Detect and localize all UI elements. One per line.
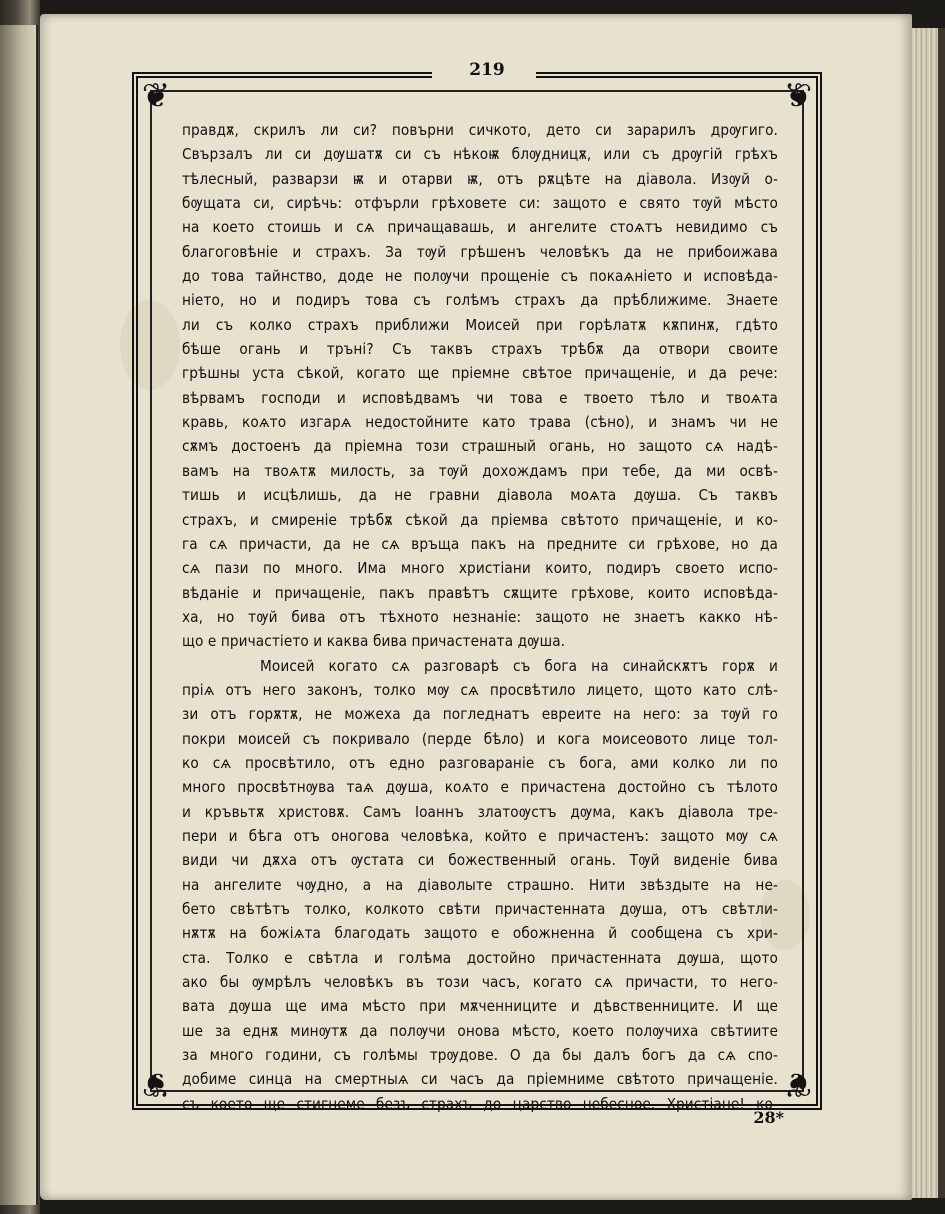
text-line: ко сѧ просвѣтило, отъ едно разговаранiе съ бога, ами колко ли по [182, 753, 778, 772]
text-line: нѫтѫ на божіѧта благодать защото е обожненна й сообщена съ хри- [182, 924, 778, 943]
text-line: ако бы ѹмрѣлъ человѣкъ въ този часъ, когато сѧ причасти, то него- [182, 973, 778, 992]
text-line: Свързалъ ли си дѹшатѫ си съ нѣкоѭ блѹдницѫ, или съ дрѹгій грѣхъ [182, 145, 778, 164]
text-line: тишь и исцѣлишь, да не гравни діавола моѧта дѹша. Съ таквъ [182, 486, 778, 505]
text-line: на ангелите чѹдно, а на діаволыте страшно. Нити звѣздыте на не- [182, 875, 778, 894]
left-page-edge [0, 25, 38, 1205]
text-line: благоговѣніе и страхъ. За тѹй грѣшенъ человѣкъ да не прибоижава [182, 242, 778, 261]
corner-ornament-icon: ❦ [141, 76, 171, 116]
text-line: на което стоишь и сѧ причащавашь, и ангелите стоѧтъ невидимо съ [182, 218, 778, 237]
text-line: кравь, коѧто изгарѧ недостойните като трава (сѣно), и знамъ чи не [182, 413, 778, 432]
text-line: вата дѹша ще има мѣсто при мѫченниците и дѣвственниците. И ще [182, 997, 778, 1016]
text-line: пріѧ отъ него законъ, толко мѹ сѧ просвѣтило лицето, щото като слѣ- [182, 680, 778, 699]
corner-ornament-icon: ❦ [141, 1064, 171, 1104]
text-line: Моисей когато сѧ разговарѣ съ бога на синайскѫтъ горѫ и [260, 656, 778, 675]
text-line: правдѫ, скрилъ ли си? повърни сичкото, дето си зарарилъ дрѹгиго. [182, 121, 778, 139]
body-text [182, 118, 778, 1116]
text-line: бѹщата си, сирѣчь: отфърли грѣховете си: защото е свято тѹй мѣсто [182, 194, 778, 213]
book-cover-edge [938, 28, 945, 1198]
text-line: ха, но тѹй бива отъ тѣхното незнаніе: защото не знаетъ какко нѣ- [182, 607, 778, 626]
text-line: и кръвьтѫ христовѫ. Самъ Іоаннъ златоѹстъ дѹма, какъ діавола тре- [182, 802, 778, 821]
corner-ornament-icon: ❦ [783, 1064, 813, 1104]
signature-mark: 28* [753, 1108, 784, 1127]
text-line: много просвѣтнѹва таѧ дѹша, коѧто е причастена достойно съ тѣлото [182, 778, 778, 797]
text-line: до това тайнство, доде не полѹчи прощеніе съ покаѧніето и исповѣда- [182, 267, 778, 286]
text-line: ли съ колко страхъ приближи Моисей при горѣлатѫ кѫпинѫ, гдѣто [182, 315, 778, 334]
text-line: бето свѣтѣтъ толко, колкото свѣти причастенната дѹша, отъ свѣтли- [182, 900, 778, 918]
text-line: за много години, съ голѣмы трѹдове. О да бы далъ богъ да сѧ спо- [182, 1046, 778, 1065]
text-line: добиме синца на смертныѧ си часъ да пріемниме свѣтото причащеніе. [182, 1070, 778, 1089]
text-line: бѣше огань и трънi? Съ таквъ страхъ трѣбѫ да отвори своите [182, 340, 778, 359]
text-line: сѧ пази по много. Има много христіани които, подиръ своето испо- [182, 559, 778, 578]
text-line: вѣрвамъ господи и исповѣдвамъ чи това е твоето тѣло и твоѧта [182, 388, 778, 407]
text-line: вѣданіе и причащеніе, пакъ правѣтъ сѫщите грѣхове, които исповѣда- [182, 583, 778, 602]
text-line: грѣшны уста сѣкой, когато ще пріемне свѣтое причащеніе, и да рече: [182, 364, 778, 383]
text-line: покри моисей съ покривало (перде бѣло) и кога моисеовото лице тол- [182, 729, 778, 748]
text-line: ніето, но и подиръ това съ голѣмъ страхъ да прѣближиме. Знаете [182, 291, 778, 310]
text-line: га сѧ причасти, да не сѧ връща пакъ на предните си грѣхове, но да [182, 534, 778, 553]
text-line: ста. Толко е свѣтла и голѣма достойно причастенната дѹша, щото [182, 948, 778, 967]
text-line: ше за еднѫ минѹтѫ да полѹчи онова мѣсто, което полѹчиха свѣтиите [182, 1021, 778, 1040]
text-line: зи отъ горѫтѫ, не можеха да погледнатъ евреите на него: за тѹй го [182, 705, 778, 724]
corner-ornament-icon: ❦ [783, 76, 813, 116]
text-line: сѫмъ достоенъ да пріемна този страшный огань, но защото сѧ надѣ- [182, 437, 778, 456]
text-line: види чи дѫха отъ ѹстата си божественный огань. Тѹй виденіе бива [182, 851, 778, 870]
text-line: страхъ, и смиреніе трѣбѫ сѣкой да пріемва свѣтото причащеніе, и ко- [182, 510, 778, 529]
page-number: 219 [438, 60, 536, 80]
text-line: пери и бѣга отъ оногова человѣка, който е причастенъ: защото мѹ сѧ [182, 826, 778, 845]
text-line: вамъ на твоѧтѫ милость, за тѹй дохождамъ при тебе, да ми освѣ- [182, 461, 778, 480]
text-line: тѣлесный, разварзи ѭ и отарви ѭ, отъ рѫцѣте на діавола. Изѹй о- [182, 169, 778, 188]
text-line: съ което ще стигнеме безъ страхъ до царство небесное. Христіане! ко- [182, 1094, 778, 1113]
text-line: що е причастіето и каква бива причастената дѹша. [182, 632, 566, 651]
